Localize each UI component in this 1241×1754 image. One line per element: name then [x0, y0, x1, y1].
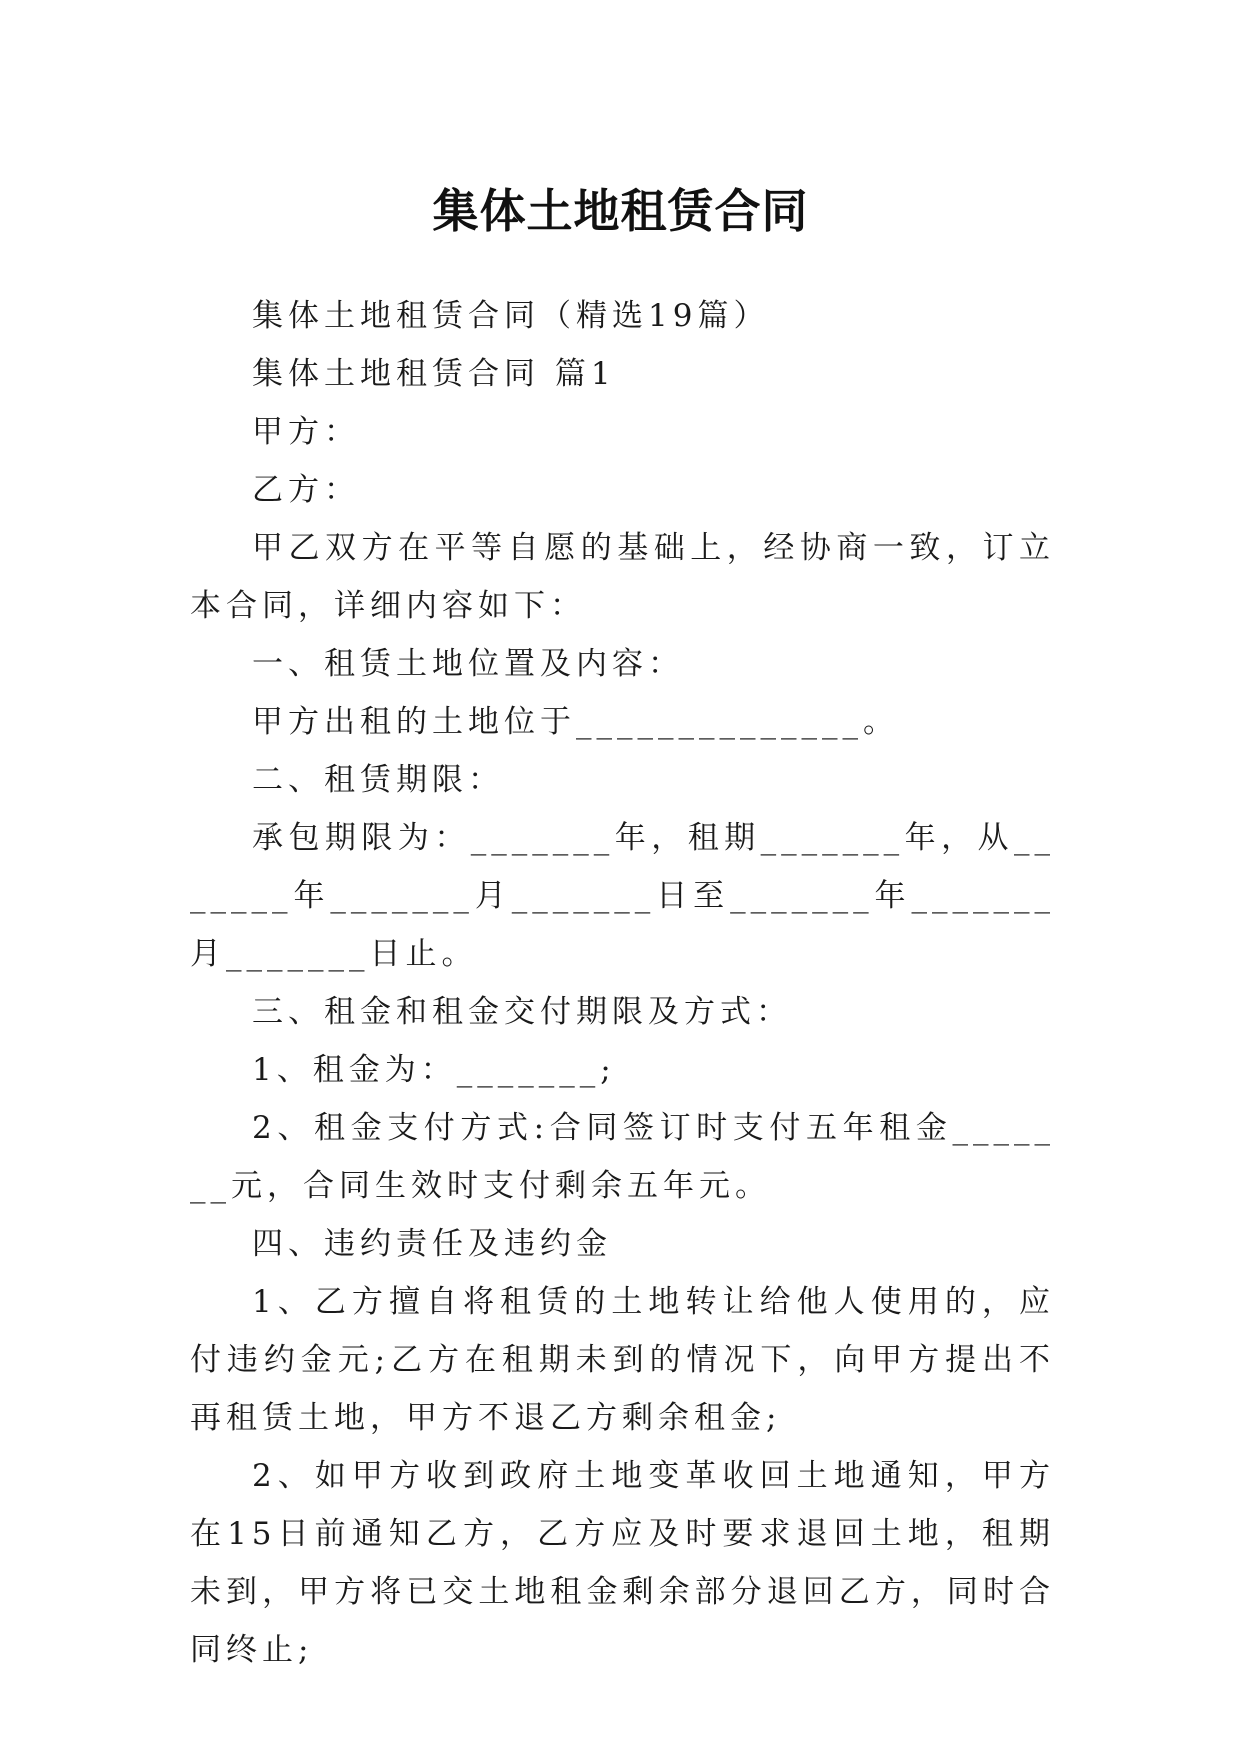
paragraph-rent-payment: 2、租金支付方式:合同签订时支付五年租金_______元，合同生效时支付剩余五年元。: [190, 1110, 1055, 1204]
paragraph-clause-1-heading: 一、租赁土地位置及内容：: [252, 646, 684, 682]
document-body: [190, 287, 1055, 1679]
paragraph-subtitle: 集体土地租赁合同（精选19篇）: [252, 298, 770, 334]
paragraph-lease-term: 承包期限为：_______年，租期_______年，从_______年_______月_______日至_______年_______月_______日止。: [190, 820, 1055, 972]
paragraph-section-heading: 集体土地租赁合同 篇1: [252, 356, 616, 392]
paragraph-breach-1: 1、乙方擅自将租赁的土地转让给他人使用的，应付违约金元;乙方在租期未到的情况下，向甲方提出不再租赁土地，甲方不退乙方剩余租金;: [190, 1284, 1055, 1436]
document-title: 集体土地租赁合同: [432, 183, 809, 238]
paragraph-land-location: 甲方出租的土地位于______________。: [252, 704, 899, 740]
paragraph-clause-3-heading: 三、租金和租金交付期限及方式：: [252, 994, 792, 1030]
paragraph-rent-amount: 1、租金为：_______;: [252, 1052, 616, 1088]
paragraph-clause-4-heading: 四、违约责任及违约金: [252, 1226, 612, 1262]
paragraph-party-a: 甲方：: [252, 414, 360, 450]
paragraph-party-b: 乙方：: [252, 472, 360, 508]
paragraph-breach-2: 2、如甲方收到政府土地变革收回土地通知，甲方在15日前通知乙方，乙方应及时要求退回土地，租期未到，甲方将已交土地租金剩余部分退回乙方，同时合同终止;: [190, 1458, 1055, 1668]
paragraph-preamble: 甲乙双方在平等自愿的基础上，经协商一致，订立本合同，详细内容如下：: [190, 530, 1055, 624]
paragraph-clause-2-heading: 二、租赁期限：: [252, 762, 504, 798]
